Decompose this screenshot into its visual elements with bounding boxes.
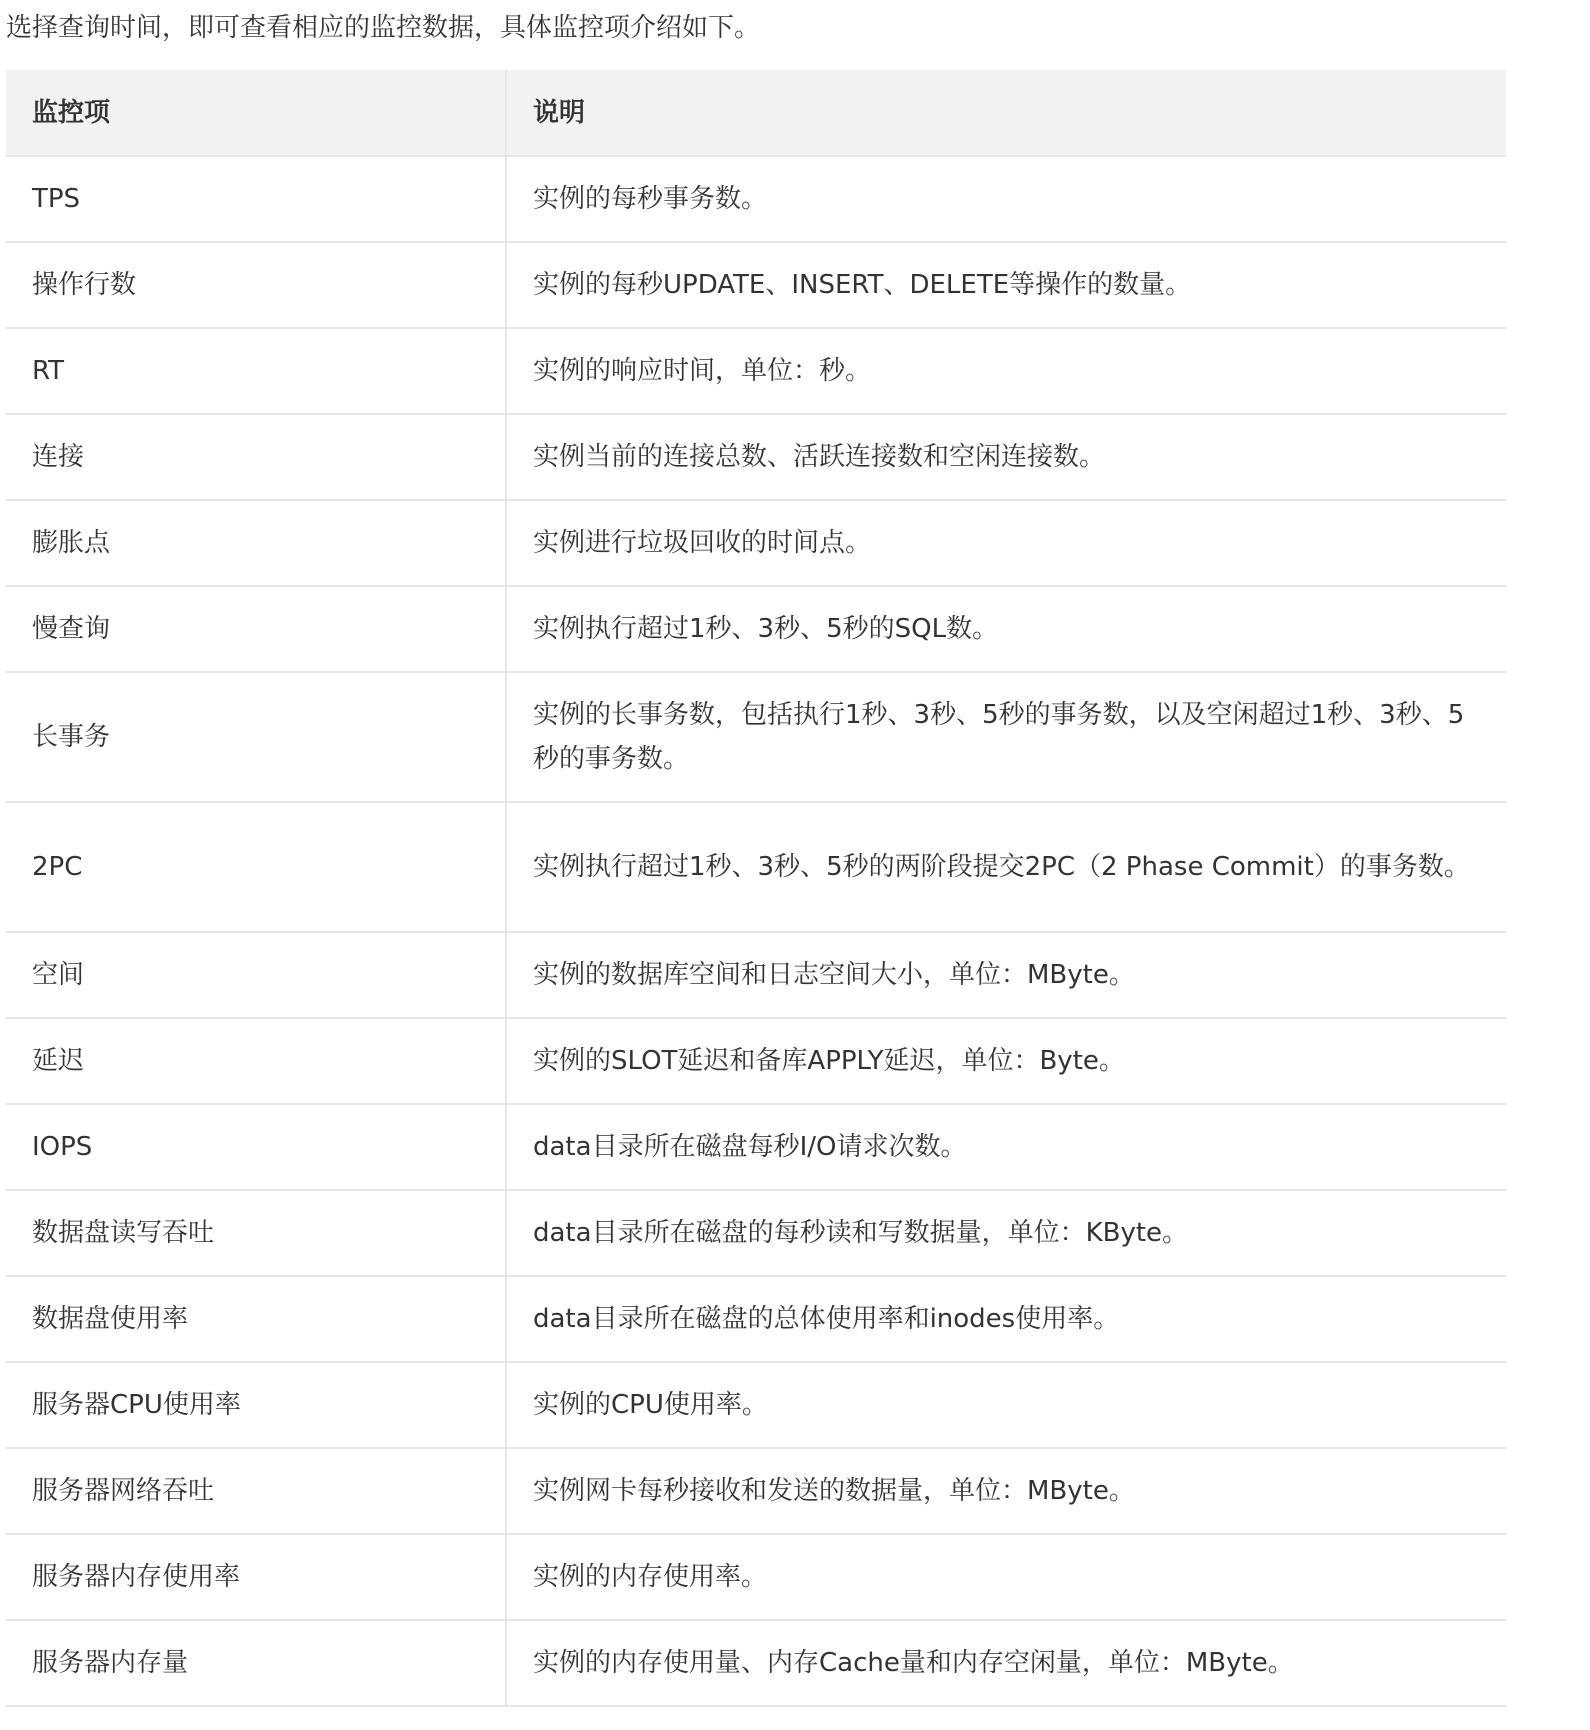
table-row xyxy=(6,156,1506,242)
description-cell: 实例当前的连接总数、活跃连接数和空闲连接数。 xyxy=(506,414,1506,500)
description-cell: 实例的每秒UPDATE、INSERT、DELETE等操作的数量。 xyxy=(506,242,1506,328)
monitoring-item-cell: 服务器内存量 xyxy=(6,1620,506,1706)
table-row xyxy=(6,1190,1506,1276)
description-cell: 实例的长事务数，包括执行1秒、3秒、5秒的事务数，以及空闲超过1秒、3秒、5秒的事务数。 xyxy=(506,672,1506,802)
table-row xyxy=(6,500,1506,586)
monitoring-items-table-container xyxy=(6,70,1506,1707)
monitoring-item-cell: 操作行数 xyxy=(6,242,506,328)
monitoring-item-cell: 连接 xyxy=(6,414,506,500)
monitoring-item-cell: IOPS xyxy=(6,1104,506,1190)
description-cell: 实例的内存使用率。 xyxy=(506,1534,1506,1620)
monitoring-item-cell: 膨胀点 xyxy=(6,500,506,586)
monitoring-item-cell: 数据盘使用率 xyxy=(6,1276,506,1362)
table-row xyxy=(6,586,1506,672)
monitoring-item-cell: 服务器网络吞吐 xyxy=(6,1448,506,1534)
monitoring-item-cell: 服务器CPU使用率 xyxy=(6,1362,506,1448)
monitoring-items-table xyxy=(6,70,1506,1707)
monitoring-item-cell: 数据盘读写吞吐 xyxy=(6,1190,506,1276)
description-cell: 实例的SLOT延迟和备库APPLY延迟，单位：Byte。 xyxy=(506,1018,1506,1104)
description-cell: 实例的每秒事务数。 xyxy=(506,156,1506,242)
description-cell: data目录所在磁盘的总体使用率和inodes使用率。 xyxy=(506,1276,1506,1362)
description-cell: data目录所在磁盘每秒I/O请求次数。 xyxy=(506,1104,1506,1190)
table-row xyxy=(6,328,1506,414)
description-cell: 实例的数据库空间和日志空间大小，单位：MByte。 xyxy=(506,932,1506,1018)
table-row xyxy=(6,802,1506,932)
table-row xyxy=(6,1534,1506,1620)
header-description: 说明 xyxy=(506,70,1506,156)
description-cell: 实例进行垃圾回收的时间点。 xyxy=(506,500,1506,586)
monitoring-item-cell: 长事务 xyxy=(6,672,506,802)
monitoring-item-cell: 空间 xyxy=(6,932,506,1018)
table-row xyxy=(6,1362,1506,1448)
monitoring-item-cell: 延迟 xyxy=(6,1018,506,1104)
monitoring-item-cell: 慢查询 xyxy=(6,586,506,672)
description-cell: 实例执行超过1秒、3秒、5秒的SQL数。 xyxy=(506,586,1506,672)
table-row xyxy=(6,1276,1506,1362)
monitoring-item-cell: RT xyxy=(6,328,506,414)
description-cell: 实例的响应时间，单位：秒。 xyxy=(506,328,1506,414)
table-row xyxy=(6,1104,1506,1190)
table-row xyxy=(6,414,1506,500)
table-row xyxy=(6,672,1506,802)
intro-text: 选择查询时间，即可查看相应的监控数据，具体监控项介绍如下。 xyxy=(6,13,761,43)
table-row xyxy=(6,242,1506,328)
description-cell: 实例的内存使用量、内存Cache量和内存空闲量，单位：MByte。 xyxy=(506,1620,1506,1706)
monitoring-item-cell: TPS xyxy=(6,156,506,242)
table-row xyxy=(6,1448,1506,1534)
description-cell: data目录所在磁盘的每秒读和写数据量，单位：KByte。 xyxy=(506,1190,1506,1276)
monitoring-item-cell: 服务器内存使用率 xyxy=(6,1534,506,1620)
description-cell: 实例的CPU使用率。 xyxy=(506,1362,1506,1448)
table-row xyxy=(6,1018,1506,1104)
description-cell: 实例执行超过1秒、3秒、5秒的两阶段提交2PC（2 Phase Commit）的事务数。 xyxy=(506,802,1506,932)
table-row xyxy=(6,932,1506,1018)
header-monitoring-item: 监控项 xyxy=(6,70,506,156)
monitoring-item-cell: 2PC xyxy=(6,802,506,932)
description-cell: 实例网卡每秒接收和发送的数据量，单位：MByte。 xyxy=(506,1448,1506,1534)
table-header-row xyxy=(6,70,1506,156)
table-row xyxy=(6,1620,1506,1706)
